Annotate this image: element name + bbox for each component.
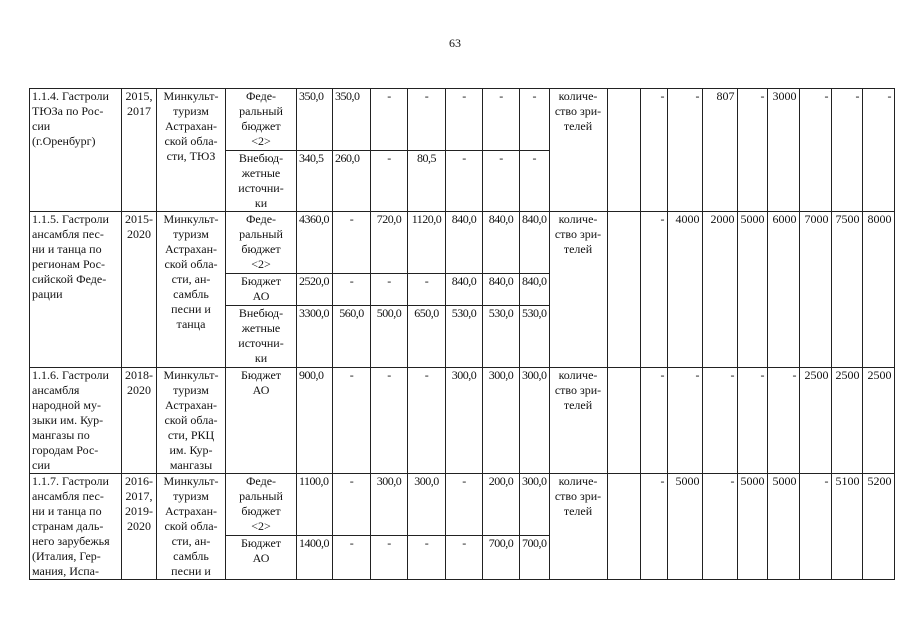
target-cell: 5000 <box>667 474 702 580</box>
event-name-cell: 1.1.7. Гастроли ансамбля пес- ни и танца по странам даль- него зарубежья (Италия, Гер- мания, Испа- <box>30 474 122 580</box>
target-cell: 2000 <box>702 212 737 368</box>
target-cell: 5200 <box>862 474 894 580</box>
value-cell: - <box>333 274 371 306</box>
value-cell: 700,0 <box>483 535 520 579</box>
value-cell: 840,0 <box>483 212 520 274</box>
value-cell: - <box>333 212 371 274</box>
value-cell: 350,0 <box>333 89 371 151</box>
value-cell: - <box>520 89 550 151</box>
value-cell: - <box>520 151 550 212</box>
value-cell: 300,0 <box>520 474 550 536</box>
target-cell: - <box>831 89 862 212</box>
value-cell: - <box>408 535 446 579</box>
event-name-cell: 1.1.6. Гастроли ансамбля народной му- зыки им. Кур- мангазы по городам Рос- сии <box>30 368 122 474</box>
value-cell: 3300,0 <box>297 306 333 368</box>
event-name-cell: 1.1.5. Гастроли ансамбля пес- ни и танца по регионам Рос- сийской Феде- рации <box>30 212 122 368</box>
value-cell: 1120,0 <box>408 212 446 274</box>
value-cell: 1100,0 <box>297 474 333 536</box>
value-cell: 530,0 <box>483 306 520 368</box>
target-cell: - <box>640 368 667 474</box>
target-cell: 7000 <box>799 212 831 368</box>
funding-source-cell: Феде- ральный бюджет <2> <box>226 89 297 151</box>
indicator-cell: количе- ство зри- телей <box>549 212 607 368</box>
years-cell: 2016- 2017, 2019- 2020 <box>122 474 157 580</box>
target-cell: - <box>640 212 667 368</box>
target-cell <box>607 89 640 212</box>
value-cell: 500,0 <box>371 306 408 368</box>
target-cell: 5100 <box>831 474 862 580</box>
value-cell: 720,0 <box>371 212 408 274</box>
value-cell: - <box>483 89 520 151</box>
value-cell: - <box>371 151 408 212</box>
value-cell: - <box>446 535 483 579</box>
value-cell: - <box>333 535 371 579</box>
years-cell: 2015- 2020 <box>122 212 157 368</box>
page-number: 63 <box>449 36 461 50</box>
value-cell: 700,0 <box>520 535 550 579</box>
value-cell: - <box>333 368 371 474</box>
value-cell: 840,0 <box>446 274 483 306</box>
program-table <box>29 88 895 580</box>
value-cell: - <box>371 274 408 306</box>
value-cell: - <box>483 151 520 212</box>
target-cell: 5000 <box>767 474 799 580</box>
target-cell: 5000 <box>737 212 767 368</box>
table-row <box>30 212 895 274</box>
target-cell: 2500 <box>862 368 894 474</box>
value-cell: 350,0 <box>297 89 333 151</box>
target-cell: 2500 <box>831 368 862 474</box>
funding-source-cell: Феде- ральный бюджет <2> <box>226 474 297 536</box>
value-cell: 80,5 <box>408 151 446 212</box>
value-cell: 650,0 <box>408 306 446 368</box>
value-cell: 300,0 <box>520 368 550 474</box>
value-cell: 560,0 <box>333 306 371 368</box>
funding-source-cell: Бюджет АО <box>226 535 297 579</box>
event-name-cell: 1.1.4. Гастроли ТЮЗа по Рос- сии (г.Оренбург) <box>30 89 122 212</box>
funding-source-cell: Внебюд- жетные источни- ки <box>226 306 297 368</box>
value-cell: - <box>408 274 446 306</box>
value-cell: 840,0 <box>446 212 483 274</box>
target-cell: - <box>799 89 831 212</box>
value-cell: 530,0 <box>520 306 550 368</box>
funding-source-cell: Бюджет АО <box>226 274 297 306</box>
value-cell: - <box>446 151 483 212</box>
value-cell: 840,0 <box>520 212 550 274</box>
value-cell: - <box>371 535 408 579</box>
value-cell: - <box>371 368 408 474</box>
target-cell <box>607 212 640 368</box>
value-cell: 260,0 <box>333 151 371 212</box>
funding-source-cell: Феде- ральный бюджет <2> <box>226 212 297 274</box>
value-cell: - <box>446 89 483 151</box>
target-cell: - <box>737 89 767 212</box>
target-cell: - <box>737 368 767 474</box>
target-cell: 4000 <box>667 212 702 368</box>
indicator-cell: количе- ство зри- телей <box>549 474 607 580</box>
executor-cell: Минкульт- туризм Астрахан- ской обла- сти, ан- самбль песни и танца <box>157 212 226 368</box>
table-row <box>30 89 895 151</box>
target-cell: - <box>767 368 799 474</box>
table-row <box>30 368 895 474</box>
executor-cell: Минкульт- туризм Астрахан- ской обла- сти, ТЮЗ <box>157 89 226 212</box>
value-cell: 530,0 <box>446 306 483 368</box>
target-cell: 5000 <box>737 474 767 580</box>
value-cell: 4360,0 <box>297 212 333 274</box>
target-cell: - <box>799 474 831 580</box>
years-cell: 2018- 2020 <box>122 368 157 474</box>
funding-source-cell: Внебюд- жетные источни- ки <box>226 151 297 212</box>
value-cell: - <box>371 89 408 151</box>
value-cell: 340,5 <box>297 151 333 212</box>
target-cell: - <box>667 368 702 474</box>
target-cell: 8000 <box>862 212 894 368</box>
target-cell <box>607 368 640 474</box>
value-cell: 2520,0 <box>297 274 333 306</box>
target-cell: 2500 <box>799 368 831 474</box>
target-cell <box>607 474 640 580</box>
value-cell: 300,0 <box>446 368 483 474</box>
years-cell: 2015, 2017 <box>122 89 157 212</box>
value-cell: - <box>333 474 371 536</box>
target-cell: - <box>702 368 737 474</box>
value-cell: 1400,0 <box>297 535 333 579</box>
table-row <box>30 474 895 536</box>
value-cell: - <box>446 474 483 536</box>
value-cell: 840,0 <box>483 274 520 306</box>
target-cell: 7500 <box>831 212 862 368</box>
indicator-cell: количе- ство зри- телей <box>549 368 607 474</box>
target-cell: 3000 <box>767 89 799 212</box>
value-cell: - <box>408 89 446 151</box>
target-cell: - <box>667 89 702 212</box>
value-cell: 300,0 <box>483 368 520 474</box>
value-cell: 300,0 <box>371 474 408 536</box>
value-cell: - <box>408 368 446 474</box>
value-cell: 300,0 <box>408 474 446 536</box>
target-cell: - <box>702 474 737 580</box>
target-cell: - <box>640 89 667 212</box>
executor-cell: Минкульт- туризм Астрахан- ской обла- сти, РКЦ им. Кур- мангазы <box>157 368 226 474</box>
funding-source-cell: Бюджет АО <box>226 368 297 474</box>
target-cell: 807 <box>702 89 737 212</box>
value-cell: 840,0 <box>520 274 550 306</box>
target-cell: - <box>640 474 667 580</box>
value-cell: 200,0 <box>483 474 520 536</box>
target-cell: - <box>862 89 894 212</box>
executor-cell: Минкульт- туризм Астрахан- ской обла- сти, ан- самбль песни и <box>157 474 226 580</box>
value-cell: 900,0 <box>297 368 333 474</box>
target-cell: 6000 <box>767 212 799 368</box>
indicator-cell: количе- ство зри- телей <box>549 89 607 212</box>
